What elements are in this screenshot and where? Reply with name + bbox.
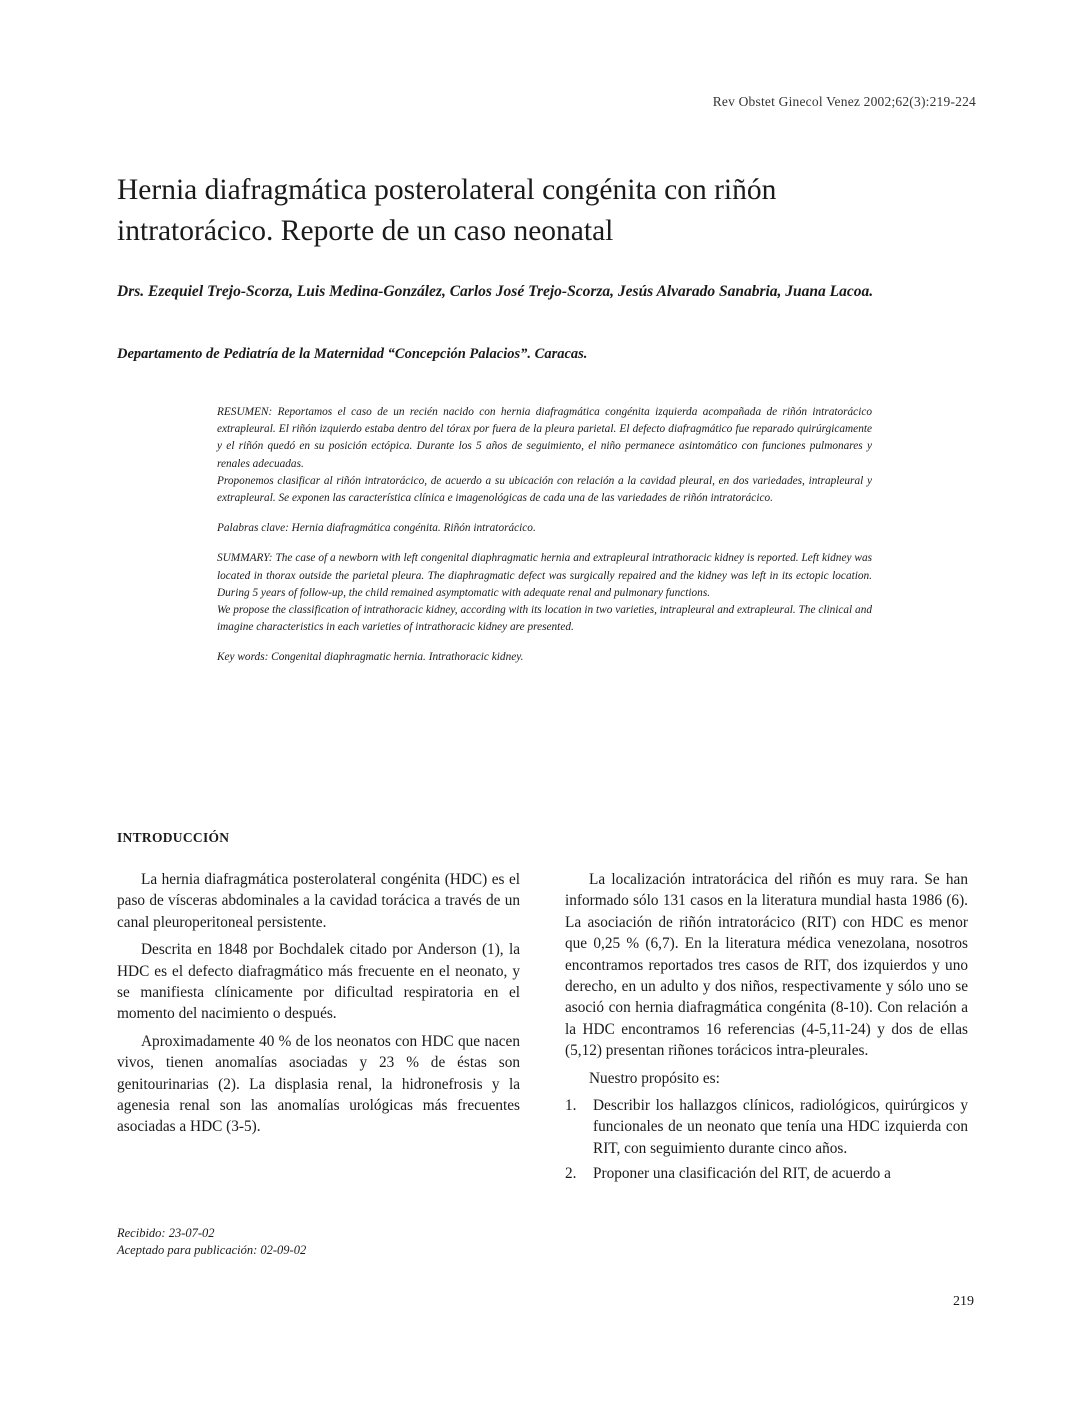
right-column	[565, 869, 968, 1189]
summary-paragraph-1: SUMMARY: The case of a newborn with left congenital diaphragmatic hernia and extrapleural intrathoracic kidney is reported. Left kidney was located in thorax outside the parietal pleura. The diaphragmatic defect was surgically repaired and the kidney was left in its ectopic location. During 5 years of follow-up, the child remained asymptomatic with adequate renal and pulmonary functions.	[217, 552, 872, 599]
body-paragraph: Nuestro propósito es:	[589, 1069, 720, 1087]
page-number: 219	[953, 1294, 974, 1309]
title-line-2: intratorácico. Reporte de un caso neonatal	[117, 215, 614, 247]
received-dates	[117, 1225, 306, 1259]
received-date: Recibido: 23-07-02	[117, 1226, 215, 1240]
left-column	[117, 869, 520, 1144]
palabras-clave: Palabras clave: Hernia diafragmática congénita. Riñón intratorácico.	[217, 522, 536, 535]
list-item-text: Proponer una clasificación del RIT, de acuerdo a	[593, 1165, 891, 1183]
abstract-block	[217, 404, 872, 667]
list-item	[565, 1163, 968, 1184]
key-words: Key words: Congenital diaphragmatic hernia. Intrathoracic kidney.	[217, 651, 524, 664]
list-item	[565, 1095, 968, 1159]
summary-paragraph-2: We propose the classification of intrathoracic kidney, according with its location in two varieties, intrapleural and extrapleural. The clinical and imagine characteristics in each varieties of intrathoracic kidney are presented.	[217, 604, 872, 634]
list-item-number: 2.	[565, 1165, 577, 1183]
accepted-date: Aceptado para publicación: 02-09-02	[117, 1243, 307, 1257]
resumen-paragraph-1: RESUMEN: Reportamos el caso de un recién nacido con hernia diafragmática congénita izquierda acompañada de riñón intratorácico extrapleural. El riñón izquierdo estaba dentro del tórax por fuera de la pleura parietal. El defecto diafragmático fue reparado quirúrgicamente y el riñón quedó en su posición ectópica. Durante los 5 años de seguimiento, el niño permanece asintomático con funciones pulmonares y renales adecuadas.	[217, 406, 872, 470]
affiliation: Departamento de Pediatría de la Maternidad “Concepción Palacios”. Caracas.	[117, 346, 588, 362]
body-paragraph: La hernia diafragmática posterolateral congénita (HDC) es el paso de vísceras abdominales a la cavidad torácica a través de un canal pleuroperitoneal persistente.	[117, 871, 520, 931]
section-heading-introduccion: INTRODUCCIÓN	[117, 830, 230, 845]
body-paragraph: Aproximadamente 40 % de los neonatos con HDC que nacen vivos, tienen anomalías asociadas y 23 % de éstas son genitourinarias (2). La displasia renal, la hidronefrosis y la agenesia renal son las anomalías urológicas más frecuentes asociadas a HDC (3-5).	[117, 1032, 520, 1136]
purpose-list	[565, 1095, 968, 1185]
author-list: Drs. Ezequiel Trejo-Scorza, Luis Medina-González, Carlos José Trejo-Scorza, Jesús Alvarado Sanabria, Juana Lacoa.	[117, 283, 874, 300]
journal-reference: Rev Obstet Ginecol Venez 2002;62(3):219-224	[712, 94, 976, 109]
resumen-paragraph-2: Proponemos clasificar al riñón intratorácico, de acuerdo a su ubicación con relación a la cavidad pleural, en dos variedades, intrapleural y extrapleural. Se exponen las característica clínica e imagenológicas de cada una de las variedades de riñón intratorácico.	[217, 474, 872, 505]
body-paragraph: La localización intratorácica del riñón es muy rara. Se han informado sólo 131 casos en la literatura mundial hasta 1986 (6). La asociación de riñón intratorácico (RIT) con HDC es menor que 0,25 % (6,7). En la literatura médica venezolana, nosotros encontramos reportados tres casos de RIT, dos izquierdos y uno derecho, en un adulto y dos niños, respectivamente y sólo uno se asoció con hernia diafragmática congénita (8-10). Con relación a la HDC encontramos 16 referencias (4-5,11-24) y dos de ellas (5,12) presentan riñones torácicos intra-pleurales.	[565, 871, 968, 1060]
list-item-number: 1.	[565, 1097, 577, 1115]
list-item-text: Describir los hallazgos clínicos, radiológicos, quirúrgicos y funcionales de un neonato que tenía una HDC izquierda con RIT, con seguimiento durante cinco años.	[593, 1097, 968, 1157]
article-title	[117, 170, 977, 252]
title-line-1: Hernia diafragmática posterolateral congénita con riñón	[117, 174, 777, 206]
body-paragraph: Descrita en 1848 por Bochdalek citado por Anderson (1), la HDC es el defecto diafragmático más frecuente en el neonato, y se manifiesta clínicamente por dificultad respiratoria en el momento del nacimiento o después.	[117, 941, 520, 1023]
